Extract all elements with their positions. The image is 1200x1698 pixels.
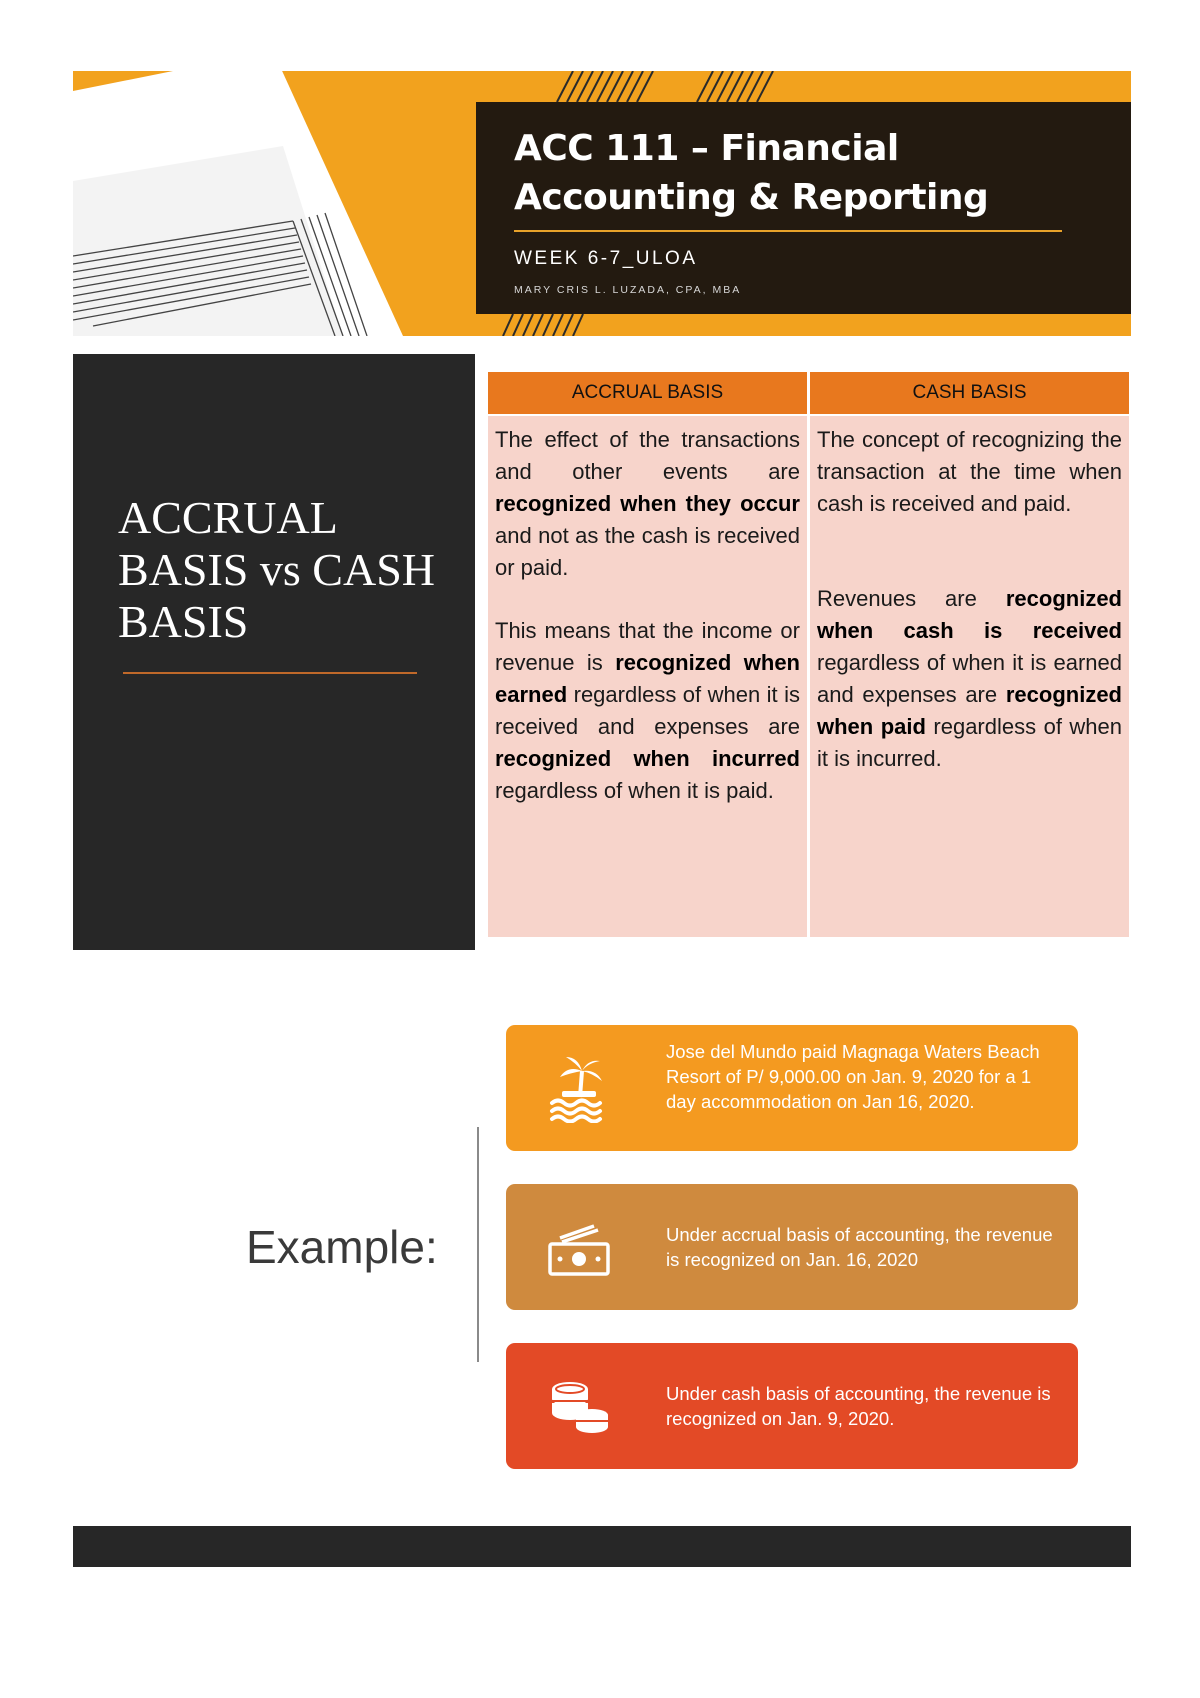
accrual-body bbox=[488, 416, 807, 937]
emphasis-text: recognized when incurred bbox=[495, 746, 800, 771]
accrual-definition bbox=[488, 416, 807, 584]
title-line-1: ACC 111 – Financial bbox=[514, 128, 899, 169]
accrual-explanation bbox=[488, 615, 807, 807]
text-span: regardless of when it is received and expenses are bbox=[495, 682, 800, 739]
beach-resort-icon bbox=[544, 1053, 614, 1123]
text-span: This means that the income or revenue is bbox=[495, 618, 800, 675]
text-span: regardless of when it is earned and expenses are bbox=[817, 650, 1122, 707]
example-card-cash bbox=[506, 1343, 1078, 1469]
coins-icon bbox=[544, 1371, 614, 1441]
cash-definition bbox=[810, 416, 1129, 520]
text-span: Revenues are bbox=[817, 586, 1006, 611]
example-divider bbox=[477, 1127, 479, 1362]
scenario-text: Jose del Mundo paid Magnaga Waters Beach Resort of P/ 9,000.00 on Jan. 9, 2020 for a 1 day accommodation on Jan 16, 2020. bbox=[666, 1041, 1040, 1112]
header-banner bbox=[73, 71, 1131, 336]
text-span: and not as the cash is received or paid. bbox=[495, 523, 800, 580]
section-title-divider bbox=[123, 672, 417, 674]
section-title-panel bbox=[73, 354, 475, 950]
title-divider bbox=[514, 230, 1062, 232]
cash-column bbox=[810, 372, 1129, 937]
emphasis-text: recognized when paid bbox=[817, 682, 1122, 739]
footer-bar bbox=[73, 1526, 1131, 1567]
cash-heading: CASH BASIS bbox=[810, 372, 1129, 414]
emphasis-text: recognized when they occur bbox=[495, 491, 800, 516]
week-label: WEEK 6-7_ULOA bbox=[514, 248, 698, 269]
author-name: MARY CRIS L. LUZADA, CPA, MBA bbox=[514, 284, 742, 296]
example-card-scenario bbox=[506, 1025, 1078, 1151]
cash-example-text: Under cash basis of accounting, the revenue is recognized on Jan. 9, 2020. bbox=[666, 1383, 1051, 1429]
cash-icon bbox=[544, 1212, 614, 1282]
section-title: ACCRUAL BASIS vs CASH BASIS bbox=[118, 492, 435, 647]
text-span: regardless of when it is paid. bbox=[495, 778, 774, 803]
document-title bbox=[514, 124, 1114, 222]
title-box bbox=[476, 102, 1131, 314]
text-span: The concept of recognizing the transaction at the time when cash is received and paid. bbox=[817, 427, 1122, 516]
text-span: The effect of the transactions and other events are bbox=[495, 427, 800, 484]
title-line-2: Accounting & Reporting bbox=[514, 177, 989, 218]
emphasis-text: recognized when cash is received bbox=[817, 586, 1122, 643]
example-label: Example: bbox=[246, 1221, 438, 1273]
cash-explanation bbox=[810, 583, 1129, 775]
emphasis-text: recognized when earned bbox=[495, 650, 800, 707]
example-card-accrual bbox=[506, 1184, 1078, 1310]
text-span: regardless of when it is incurred. bbox=[817, 714, 1122, 771]
accrual-example-text: Under accrual basis of accounting, the revenue is recognized on Jan. 16, 2020 bbox=[666, 1224, 1053, 1270]
accrual-heading: ACCRUAL BASIS bbox=[488, 372, 807, 414]
accrual-column bbox=[488, 372, 807, 937]
cash-body bbox=[810, 416, 1129, 937]
comparison-table bbox=[488, 372, 1129, 937]
